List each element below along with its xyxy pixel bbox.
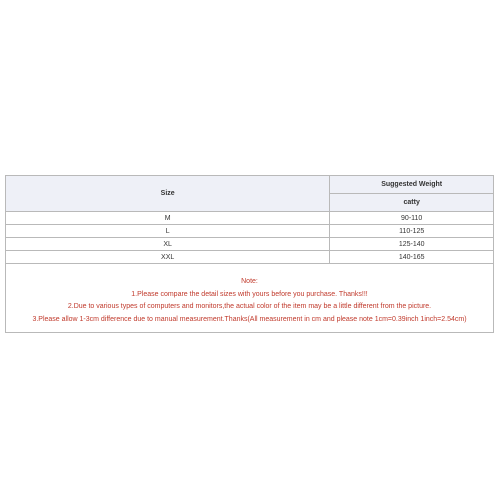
weight-column-header: Suggested Weight <box>330 176 493 194</box>
weight-unit-header: catty <box>330 194 493 212</box>
table-row <box>6 225 493 238</box>
notes-title: Note: <box>241 278 258 285</box>
size-table <box>6 176 493 264</box>
weight-cell: 140-165 <box>330 251 493 264</box>
table-row <box>6 212 493 225</box>
size-cell: L <box>6 225 330 238</box>
table-row <box>6 238 493 251</box>
size-cell: XL <box>6 238 330 251</box>
notes-section <box>6 264 493 332</box>
weight-cell: 125-140 <box>330 238 493 251</box>
table-header-row <box>6 176 493 194</box>
note-line: 3.Please allow 1-3cm difference due to manual measurement.Thanks(All measurement in cm and please note 1cm=0.39inch 1inch=2.54cm) <box>32 315 467 323</box>
weight-cell: 110-125 <box>330 225 493 238</box>
size-chart <box>5 175 494 333</box>
note-line: 2.Due to various types of computers and monitors,the actual color of the item may be a little different from the picture. <box>67 303 432 310</box>
weight-cell: 90-110 <box>330 212 493 225</box>
size-column-header: Size <box>6 176 330 212</box>
size-cell: XXL <box>6 251 330 264</box>
note-line: 1.Please compare the detail sizes with yours before you purchase. Thanks!!! <box>131 290 368 298</box>
table-row <box>6 251 493 264</box>
size-cell: M <box>6 212 330 225</box>
